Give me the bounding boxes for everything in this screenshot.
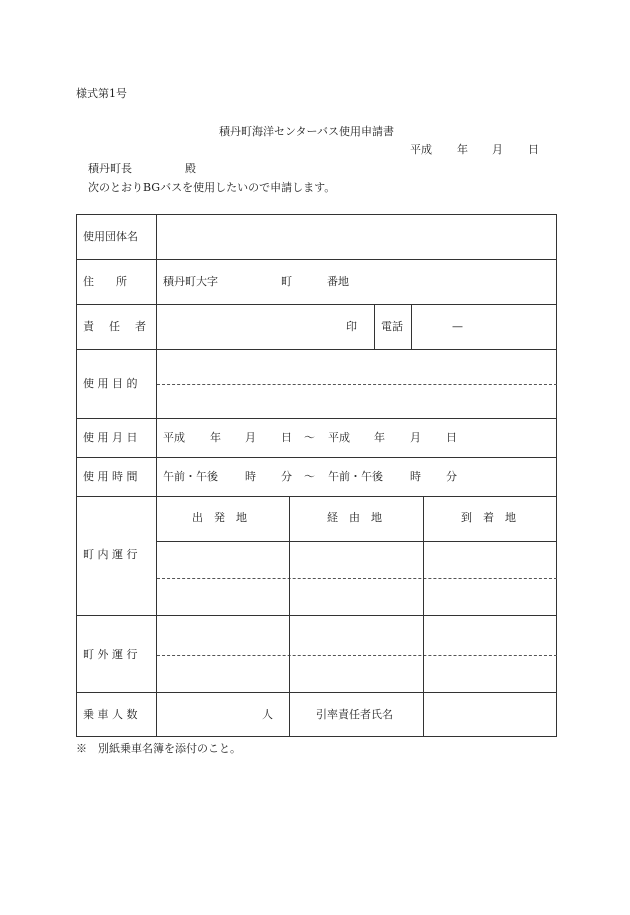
dates-day1: 日 <box>281 431 292 444</box>
dates-label: 使 用 月 日 <box>83 431 138 444</box>
dates-era1: 平成 <box>163 431 185 444</box>
times-min2: 分 <box>446 470 457 483</box>
dates-day2: 日 <box>446 431 457 444</box>
date-month-unit: 月 <box>492 143 503 156</box>
dates-month1: 月 <box>245 431 256 444</box>
out-town-label: 町 外 運 行 <box>83 648 138 661</box>
application-form <box>76 214 557 737</box>
passengers-label: 乗 車 人 数 <box>83 708 138 721</box>
phone-label: 電話 <box>381 320 403 333</box>
dates-era2: 平成 <box>328 431 350 444</box>
date-year-unit: 年 <box>457 143 468 156</box>
address-lot: 番地 <box>327 275 349 288</box>
in-town-label: 町 内 運 行 <box>83 548 138 561</box>
addressee-name: 積丹町長 <box>88 162 132 175</box>
date-era: 平成 <box>410 143 432 156</box>
times-ampm1: 午前・午後 <box>163 470 218 483</box>
address-label: 住 所 <box>83 275 127 288</box>
addressee-honorific: 殿 <box>185 162 196 175</box>
passengers-unit: 人 <box>262 708 273 721</box>
organization-label: 使用団体名 <box>83 230 138 243</box>
dates-year1: 年 <box>210 431 221 444</box>
phone-dash: — <box>452 320 463 333</box>
purpose-label: 使 用 目 的 <box>83 377 138 390</box>
dates-tilde: 〜 <box>304 431 315 444</box>
address-town: 町 <box>281 275 292 288</box>
times-label: 使 用 時 間 <box>83 470 138 483</box>
times-tilde: 〜 <box>304 470 315 483</box>
times-ampm2: 午前・午後 <box>328 470 383 483</box>
intro-text: 次のとおりBGバスを使用したいので申請します。 <box>88 181 336 194</box>
times-hour2: 時 <box>410 470 421 483</box>
seal-mark: 印 <box>346 320 357 333</box>
dates-year2: 年 <box>374 431 385 444</box>
document-title: 積丹町海洋センターバス使用申請書 <box>219 125 395 138</box>
footnote: ※ 別紙乗車名簿を添付のこと。 <box>76 742 241 755</box>
date-day-unit: 日 <box>528 143 539 156</box>
col-departure: 出 発 地 <box>192 511 247 524</box>
leader-label: 引率責任者氏名 <box>316 708 393 721</box>
organization-field[interactable] <box>157 215 556 259</box>
col-via: 経 由 地 <box>327 511 382 524</box>
form-number: 様式第1号 <box>76 87 127 100</box>
times-min1: 分 <box>281 470 292 483</box>
dates-month2: 月 <box>410 431 421 444</box>
times-hour1: 時 <box>245 470 256 483</box>
responsible-label: 責 任 者 <box>83 320 148 333</box>
address-prefix: 積丹町大字 <box>163 275 218 288</box>
col-arrival: 到 着 地 <box>461 511 516 524</box>
